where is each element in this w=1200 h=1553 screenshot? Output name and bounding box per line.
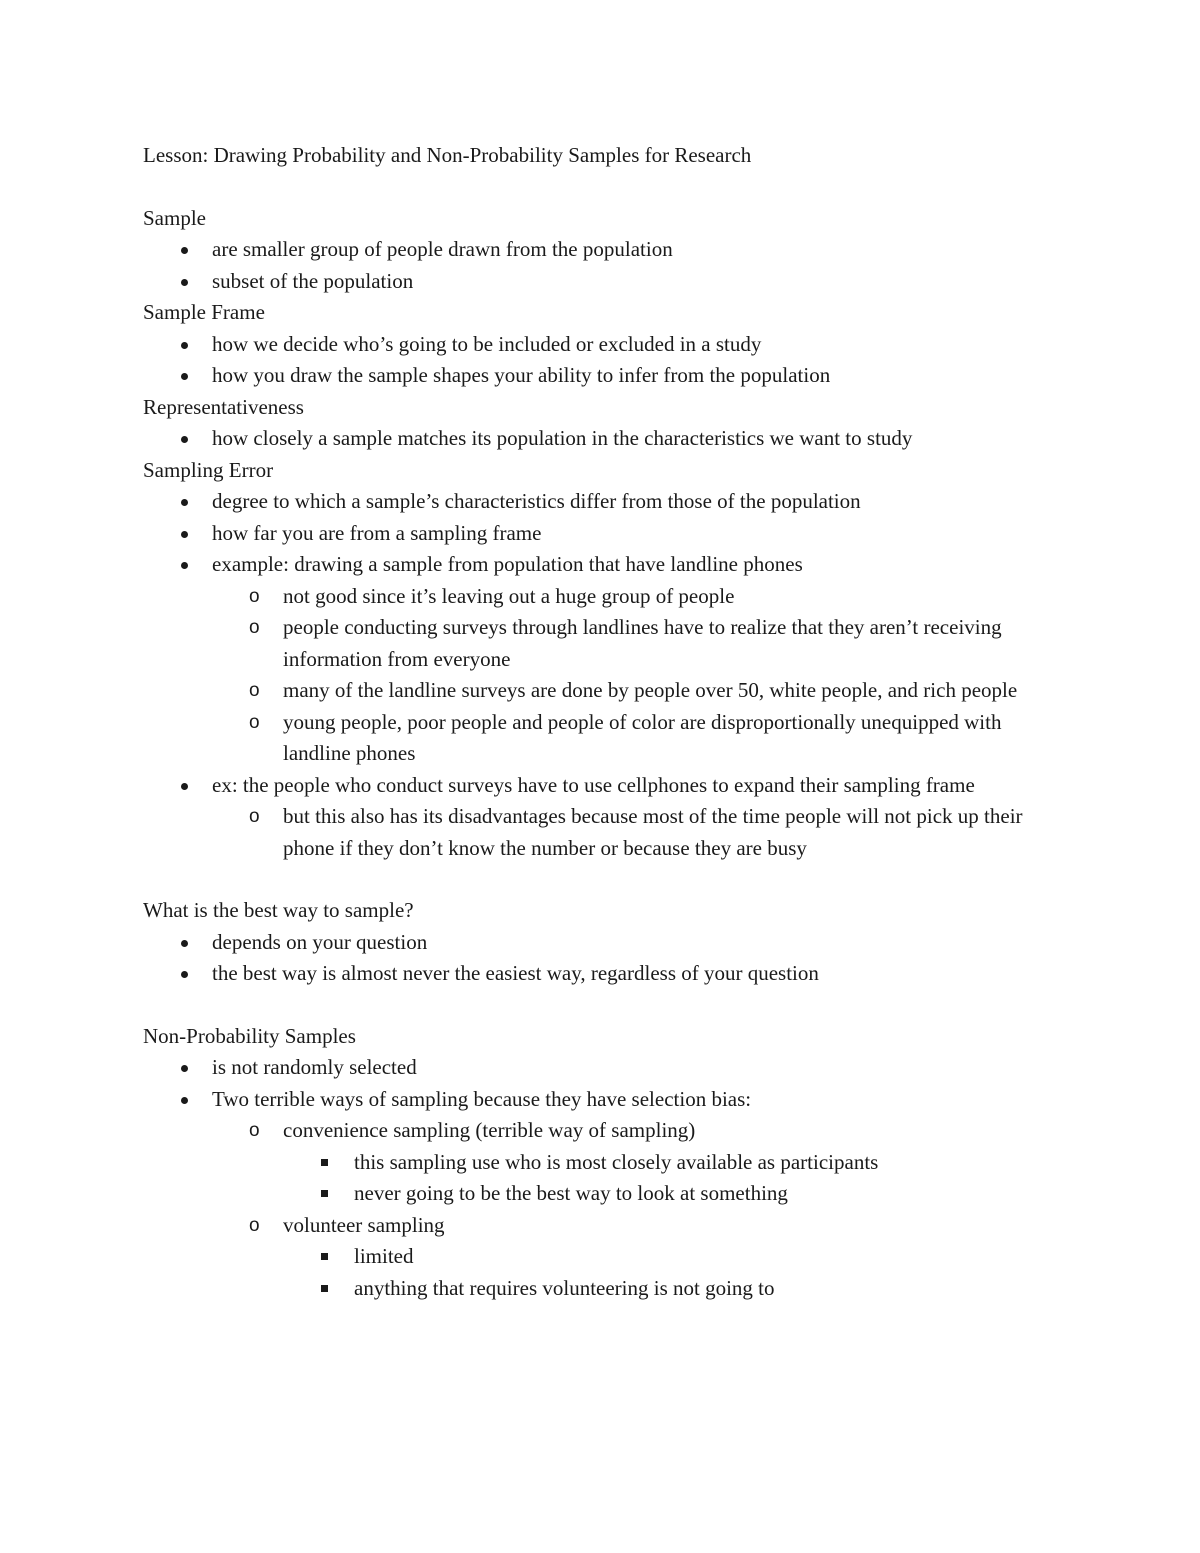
sublist-item: o many of the landline surveys are done by people over 50, white people, and rich people — [212, 675, 1048, 707]
sampling-methods-sublist — [212, 1115, 1048, 1304]
point-item: this sampling use who is most closely available as participants — [283, 1147, 1048, 1179]
sublist-item-text: volunteer sampling — [283, 1212, 445, 1237]
sublist-item: o people conducting surveys through landlines have to realize that they aren’t receiving information from everyone — [212, 612, 1048, 675]
landline-example-sublist — [212, 581, 1048, 770]
sublist-item — [212, 1210, 1048, 1305]
list-item-text: ex: the people who conduct surveys have to use cellphones to expand their sampling frame — [212, 772, 975, 797]
list-item: the best way is almost never the easiest way, regardless of your question — [143, 958, 1048, 990]
list-item — [143, 770, 1048, 865]
document-body — [143, 140, 1048, 1304]
blank-line — [143, 990, 1048, 1021]
point-item: anything that requires volunteering is not going to — [283, 1273, 1048, 1305]
cellphone-example-sublist — [212, 801, 1048, 864]
sample-list — [143, 234, 1048, 297]
list-item: is not randomly selected — [143, 1052, 1048, 1084]
sublist-item-text: convenience sampling (terrible way of sampling) — [283, 1118, 696, 1142]
list-item: depends on your question — [143, 927, 1048, 959]
list-item — [143, 1084, 1048, 1305]
sublist-item — [212, 1115, 1048, 1210]
point-item: limited — [283, 1241, 1048, 1273]
list-item: are smaller group of people drawn from the population — [143, 234, 1048, 266]
point-item: never going to be the best way to look at something — [283, 1178, 1048, 1210]
heading-non-probability: Non-Probability Samples — [143, 1023, 356, 1048]
heading-sample-frame: Sample Frame — [143, 300, 265, 324]
heading-representativeness: Representativeness — [143, 394, 304, 419]
list-item: how we decide who’s going to be included or excluded in a study — [143, 329, 1048, 361]
list-item-text: example: drawing a sample from population that have landline phones — [212, 552, 803, 576]
list-item: subset of the population — [143, 266, 1048, 298]
sublist-item: o young people, poor people and people of color are disproportionally unequipped with landline phones — [212, 707, 1048, 770]
list-item: how you draw the sample shapes your ability to infer from the population — [143, 360, 1048, 392]
sample-frame-list — [143, 329, 1048, 392]
blank-line — [143, 864, 1048, 895]
volunteer-points — [283, 1241, 1048, 1304]
non-probability-list — [143, 1052, 1048, 1304]
convenience-points — [283, 1147, 1048, 1210]
heading-sample: Sample — [143, 205, 206, 230]
best-way-list — [143, 927, 1048, 990]
list-item: degree to which a sample’s characteristics differ from those of the population — [143, 486, 1048, 518]
list-item — [143, 549, 1048, 770]
heading-best-way: What is the best way to sample? — [143, 898, 414, 922]
lesson-title: Lesson: Drawing Probability and Non-Probability Samples for Research — [143, 143, 752, 167]
list-item: how far you are from a sampling frame — [143, 518, 1048, 550]
sublist-item: o not good since it’s leaving out a huge group of people — [212, 581, 1048, 613]
sampling-error-list — [143, 486, 1048, 864]
representativeness-list — [143, 423, 1048, 455]
list-item-text: Two terrible ways of sampling because they have selection bias: — [212, 1086, 752, 1111]
sublist-item: o but this also has its disadvantages because most of the time people will not pick up their phone if they don’t know the number or because they are busy — [212, 801, 1048, 864]
list-item: how closely a sample matches its population in the characteristics we want to study — [143, 423, 1048, 455]
heading-sampling-error: Sampling Error — [143, 457, 274, 482]
